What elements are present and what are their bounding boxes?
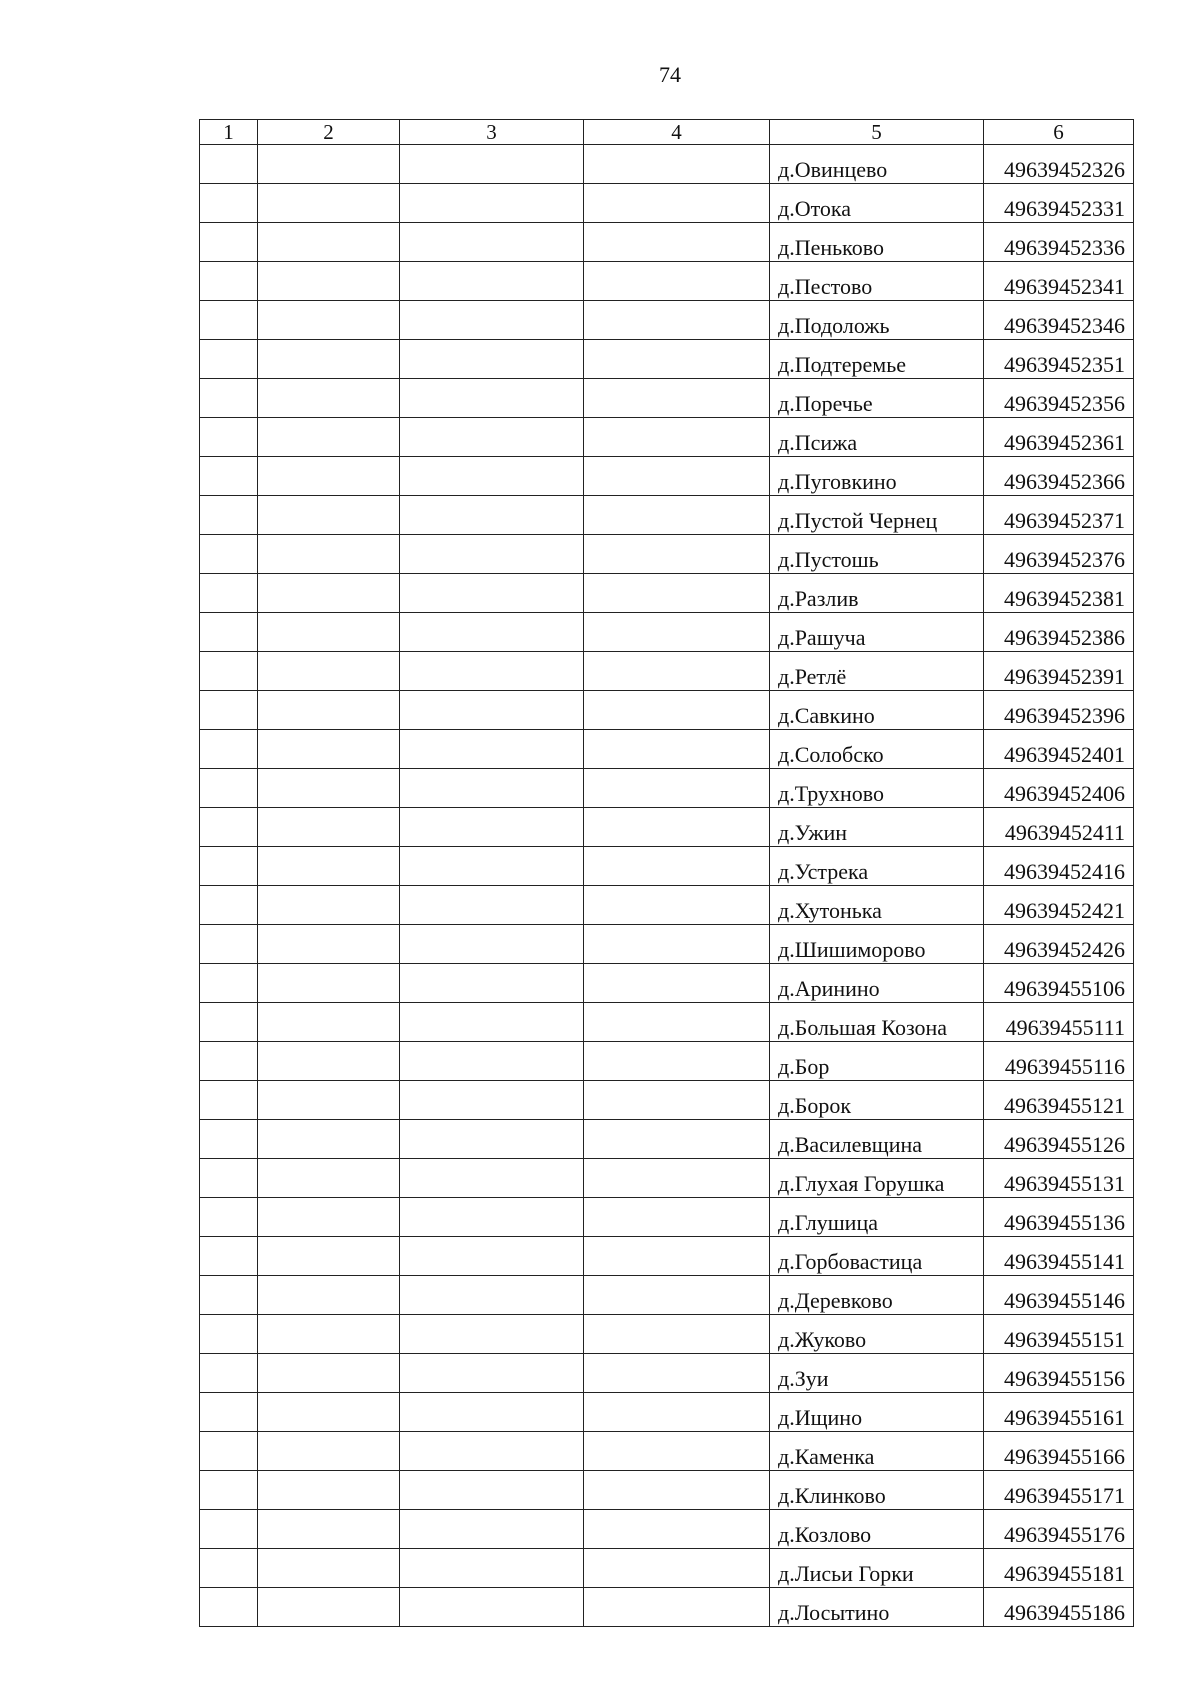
settlement-name: д.Деревково	[770, 1276, 984, 1315]
table-row	[200, 964, 1134, 1003]
table-row	[200, 1549, 1134, 1588]
empty-cell-col1	[200, 1510, 258, 1549]
table-row	[200, 1315, 1134, 1354]
oktmo-code: 49639452356	[984, 379, 1134, 418]
empty-cell-col4	[584, 691, 770, 730]
empty-cell-col2	[258, 1432, 400, 1471]
oktmo-code: 49639452336	[984, 223, 1134, 262]
oktmo-code: 49639455156	[984, 1354, 1134, 1393]
settlement-name: д.Отока	[770, 184, 984, 223]
empty-cell-col1	[200, 652, 258, 691]
empty-cell-col2	[258, 184, 400, 223]
settlement-name: д.Василевщина	[770, 1120, 984, 1159]
empty-cell-col3	[400, 184, 584, 223]
oktmo-code: 49639452416	[984, 847, 1134, 886]
empty-cell-col4	[584, 379, 770, 418]
empty-cell-col4	[584, 730, 770, 769]
table-row	[200, 574, 1134, 613]
empty-cell-col2	[258, 145, 400, 184]
empty-cell-col4	[584, 808, 770, 847]
oktmo-code: 49639452361	[984, 418, 1134, 457]
empty-cell-col3	[400, 730, 584, 769]
oktmo-code: 49639452366	[984, 457, 1134, 496]
empty-cell-col1	[200, 340, 258, 379]
empty-cell-col3	[400, 262, 584, 301]
table-row	[200, 496, 1134, 535]
settlement-name: д.Савкино	[770, 691, 984, 730]
oktmo-code: 49639455161	[984, 1393, 1134, 1432]
oktmo-code: 49639452346	[984, 301, 1134, 340]
empty-cell-col2	[258, 1003, 400, 1042]
empty-cell-col4	[584, 1393, 770, 1432]
empty-cell-col1	[200, 964, 258, 1003]
empty-cell-col4	[584, 535, 770, 574]
empty-cell-col2	[258, 847, 400, 886]
settlement-name: д.Ретлё	[770, 652, 984, 691]
empty-cell-col3	[400, 1354, 584, 1393]
empty-cell-col3	[400, 1042, 584, 1081]
oktmo-code: 49639452341	[984, 262, 1134, 301]
empty-cell-col2	[258, 769, 400, 808]
oktmo-code: 49639452411	[984, 808, 1134, 847]
oktmo-code: 49639452351	[984, 340, 1134, 379]
empty-cell-col2	[258, 1081, 400, 1120]
settlement-name: д.Подоложь	[770, 301, 984, 340]
oktmo-code: 49639455181	[984, 1549, 1134, 1588]
empty-cell-col3	[400, 1471, 584, 1510]
empty-cell-col1	[200, 925, 258, 964]
empty-cell-col2	[258, 340, 400, 379]
table-row	[200, 925, 1134, 964]
empty-cell-col2	[258, 418, 400, 457]
settlement-name: д.Солобско	[770, 730, 984, 769]
settlement-name: д.Пустошь	[770, 535, 984, 574]
table-row	[200, 1588, 1134, 1627]
column-header-3: 3	[400, 120, 584, 145]
empty-cell-col3	[400, 1237, 584, 1276]
column-header-6: 6	[984, 120, 1134, 145]
empty-cell-col4	[584, 184, 770, 223]
empty-cell-col4	[584, 652, 770, 691]
table-row	[200, 847, 1134, 886]
settlement-name: д.Горбовастица	[770, 1237, 984, 1276]
empty-cell-col3	[400, 1198, 584, 1237]
settlement-name: д.Ищино	[770, 1393, 984, 1432]
empty-cell-col1	[200, 496, 258, 535]
empty-cell-col4	[584, 964, 770, 1003]
settlement-name: д.Клинково	[770, 1471, 984, 1510]
settlement-name: д.Аринино	[770, 964, 984, 1003]
empty-cell-col2	[258, 1354, 400, 1393]
empty-cell-col1	[200, 1471, 258, 1510]
table-row	[200, 1354, 1134, 1393]
empty-cell-col4	[584, 223, 770, 262]
empty-cell-col1	[200, 418, 258, 457]
empty-cell-col1	[200, 613, 258, 652]
empty-cell-col3	[400, 1588, 584, 1627]
empty-cell-col4	[584, 496, 770, 535]
settlement-name: д.Борок	[770, 1081, 984, 1120]
empty-cell-col1	[200, 769, 258, 808]
empty-cell-col4	[584, 1315, 770, 1354]
table-row	[200, 1237, 1134, 1276]
oktmo-code: 49639452406	[984, 769, 1134, 808]
oktmo-code: 49639455116	[984, 1042, 1134, 1081]
empty-cell-col2	[258, 535, 400, 574]
empty-cell-col2	[258, 1159, 400, 1198]
oktmo-code: 49639452426	[984, 925, 1134, 964]
empty-cell-col2	[258, 691, 400, 730]
table-row	[200, 769, 1134, 808]
empty-cell-col4	[584, 1354, 770, 1393]
empty-cell-col3	[400, 1003, 584, 1042]
empty-cell-col1	[200, 457, 258, 496]
empty-cell-col1	[200, 223, 258, 262]
empty-cell-col1	[200, 145, 258, 184]
empty-cell-col3	[400, 652, 584, 691]
empty-cell-col3	[400, 145, 584, 184]
table-row	[200, 886, 1134, 925]
header-row	[200, 120, 1134, 145]
table-row	[200, 301, 1134, 340]
empty-cell-col4	[584, 1003, 770, 1042]
empty-cell-col2	[258, 886, 400, 925]
oktmo-code: 49639455186	[984, 1588, 1134, 1627]
empty-cell-col2	[258, 1393, 400, 1432]
empty-cell-col2	[258, 1276, 400, 1315]
settlement-name: д.Жуково	[770, 1315, 984, 1354]
empty-cell-col4	[584, 262, 770, 301]
empty-cell-col2	[258, 1120, 400, 1159]
empty-cell-col3	[400, 1315, 584, 1354]
empty-cell-col1	[200, 1237, 258, 1276]
empty-cell-col3	[400, 574, 584, 613]
empty-cell-col1	[200, 1120, 258, 1159]
empty-cell-col2	[258, 613, 400, 652]
empty-cell-col3	[400, 847, 584, 886]
empty-cell-col4	[584, 301, 770, 340]
empty-cell-col4	[584, 1510, 770, 1549]
empty-cell-col1	[200, 886, 258, 925]
empty-cell-col4	[584, 886, 770, 925]
settlement-name: д.Пуговкино	[770, 457, 984, 496]
empty-cell-col4	[584, 847, 770, 886]
table-row	[200, 730, 1134, 769]
column-header-4: 4	[584, 120, 770, 145]
oktmo-code: 49639455151	[984, 1315, 1134, 1354]
table-row	[200, 1198, 1134, 1237]
empty-cell-col1	[200, 1432, 258, 1471]
oktmo-code: 49639452391	[984, 652, 1134, 691]
settlement-name: д.Овинцево	[770, 145, 984, 184]
empty-cell-col1	[200, 1159, 258, 1198]
table-row	[200, 535, 1134, 574]
table-row	[200, 1432, 1134, 1471]
oktmo-code: 49639452396	[984, 691, 1134, 730]
empty-cell-col4	[584, 340, 770, 379]
empty-cell-col2	[258, 457, 400, 496]
settlement-name: д.Трухново	[770, 769, 984, 808]
empty-cell-col2	[258, 964, 400, 1003]
empty-cell-col1	[200, 1198, 258, 1237]
empty-cell-col1	[200, 1003, 258, 1042]
table-row	[200, 652, 1134, 691]
empty-cell-col4	[584, 457, 770, 496]
empty-cell-col1	[200, 535, 258, 574]
empty-cell-col3	[400, 418, 584, 457]
empty-cell-col3	[400, 886, 584, 925]
page-number: 74	[659, 62, 681, 87]
empty-cell-col4	[584, 1198, 770, 1237]
oktmo-code: 49639455136	[984, 1198, 1134, 1237]
empty-cell-col2	[258, 496, 400, 535]
empty-cell-col4	[584, 1159, 770, 1198]
empty-cell-col1	[200, 1315, 258, 1354]
empty-cell-col4	[584, 418, 770, 457]
settlement-name: д.Пестово	[770, 262, 984, 301]
empty-cell-col4	[584, 769, 770, 808]
settlement-name: д.Лосытино	[770, 1588, 984, 1627]
column-header-2: 2	[258, 120, 400, 145]
empty-cell-col3	[400, 1159, 584, 1198]
empty-cell-col3	[400, 340, 584, 379]
empty-cell-col4	[584, 1081, 770, 1120]
settlement-name: д.Зуи	[770, 1354, 984, 1393]
empty-cell-col2	[258, 223, 400, 262]
empty-cell-col4	[584, 1588, 770, 1627]
table-row	[200, 691, 1134, 730]
empty-cell-col1	[200, 1276, 258, 1315]
table-row	[200, 184, 1134, 223]
oktmo-code: 49639455141	[984, 1237, 1134, 1276]
empty-cell-col3	[400, 1432, 584, 1471]
empty-cell-col3	[400, 1510, 584, 1549]
settlement-name: д.Поречье	[770, 379, 984, 418]
empty-cell-col3	[400, 1393, 584, 1432]
empty-cell-col4	[584, 574, 770, 613]
empty-cell-col1	[200, 184, 258, 223]
empty-cell-col3	[400, 808, 584, 847]
empty-cell-col3	[400, 223, 584, 262]
empty-cell-col3	[400, 691, 584, 730]
settlement-name: д.Пустой Чернец	[770, 496, 984, 535]
empty-cell-col1	[200, 1588, 258, 1627]
oktmo-code: 49639452331	[984, 184, 1134, 223]
empty-cell-col4	[584, 145, 770, 184]
empty-cell-col3	[400, 1120, 584, 1159]
empty-cell-col3	[400, 1081, 584, 1120]
settlement-name: д.Псижа	[770, 418, 984, 457]
oktmo-code: 49639455121	[984, 1081, 1134, 1120]
empty-cell-col2	[258, 379, 400, 418]
column-header-1: 1	[200, 120, 258, 145]
settlement-name: д.Глухая Горушка	[770, 1159, 984, 1198]
settlement-name: д.Устрека	[770, 847, 984, 886]
oktmo-code: 49639452376	[984, 535, 1134, 574]
empty-cell-col3	[400, 301, 584, 340]
table-row	[200, 223, 1134, 262]
table-row	[200, 1081, 1134, 1120]
settlement-name: д.Разлив	[770, 574, 984, 613]
table-row	[200, 262, 1134, 301]
empty-cell-col2	[258, 1042, 400, 1081]
oktmo-code: 49639455171	[984, 1471, 1134, 1510]
table-row	[200, 1471, 1134, 1510]
oktmo-code: 49639455131	[984, 1159, 1134, 1198]
empty-cell-col3	[400, 769, 584, 808]
empty-cell-col2	[258, 1315, 400, 1354]
oktmo-code: 49639452381	[984, 574, 1134, 613]
empty-cell-col4	[584, 1432, 770, 1471]
empty-cell-col2	[258, 1471, 400, 1510]
empty-cell-col1	[200, 1354, 258, 1393]
empty-cell-col2	[258, 301, 400, 340]
oktmo-code: 49639452401	[984, 730, 1134, 769]
table-row	[200, 1510, 1134, 1549]
table-row	[200, 1159, 1134, 1198]
empty-cell-col2	[258, 1549, 400, 1588]
empty-cell-col4	[584, 1120, 770, 1159]
empty-cell-col2	[258, 925, 400, 964]
empty-cell-col1	[200, 301, 258, 340]
oktmo-code: 49639455166	[984, 1432, 1134, 1471]
empty-cell-col3	[400, 1549, 584, 1588]
empty-cell-col4	[584, 1549, 770, 1588]
empty-cell-col3	[400, 1276, 584, 1315]
settlement-name: д.Бор	[770, 1042, 984, 1081]
empty-cell-col2	[258, 1588, 400, 1627]
empty-cell-col2	[258, 1510, 400, 1549]
empty-cell-col1	[200, 1042, 258, 1081]
table-row	[200, 808, 1134, 847]
empty-cell-col2	[258, 262, 400, 301]
oktmo-code: 49639455176	[984, 1510, 1134, 1549]
settlement-name: д.Глушица	[770, 1198, 984, 1237]
empty-cell-col4	[584, 1237, 770, 1276]
settlement-name: д.Шишиморово	[770, 925, 984, 964]
oktmo-code: 49639455146	[984, 1276, 1134, 1315]
empty-cell-col1	[200, 1393, 258, 1432]
empty-cell-col1	[200, 691, 258, 730]
oktmo-code: 49639452371	[984, 496, 1134, 535]
empty-cell-col4	[584, 1042, 770, 1081]
empty-cell-col3	[400, 613, 584, 652]
oktmo-code: 49639452326	[984, 145, 1134, 184]
table-row	[200, 1276, 1134, 1315]
empty-cell-col2	[258, 574, 400, 613]
settlement-name: д.Рашуча	[770, 613, 984, 652]
empty-cell-col3	[400, 496, 584, 535]
settlement-name: д.Пеньково	[770, 223, 984, 262]
table-row	[200, 340, 1134, 379]
empty-cell-col3	[400, 964, 584, 1003]
table-row	[200, 1393, 1134, 1432]
oktmo-code: 49639455106	[984, 964, 1134, 1003]
empty-cell-col2	[258, 808, 400, 847]
table-row	[200, 1042, 1134, 1081]
table-row	[200, 1003, 1134, 1042]
settlement-name: д.Хутонька	[770, 886, 984, 925]
column-header-5: 5	[770, 120, 984, 145]
empty-cell-col4	[584, 1471, 770, 1510]
settlement-name: д.Подтеремье	[770, 340, 984, 379]
table-row	[200, 613, 1134, 652]
empty-cell-col1	[200, 847, 258, 886]
empty-cell-col1	[200, 1081, 258, 1120]
oktmo-code: 49639455126	[984, 1120, 1134, 1159]
settlement-name: д.Большая Козона	[770, 1003, 984, 1042]
settlement-name: д.Ужин	[770, 808, 984, 847]
empty-cell-col3	[400, 457, 584, 496]
empty-cell-col1	[200, 379, 258, 418]
settlements-table	[199, 119, 1134, 1627]
settlement-name: д.Каменка	[770, 1432, 984, 1471]
empty-cell-col1	[200, 730, 258, 769]
empty-cell-col1	[200, 1549, 258, 1588]
empty-cell-col2	[258, 1198, 400, 1237]
empty-cell-col2	[258, 1237, 400, 1276]
empty-cell-col1	[200, 574, 258, 613]
table-row	[200, 145, 1134, 184]
empty-cell-col4	[584, 925, 770, 964]
empty-cell-col4	[584, 613, 770, 652]
table-row	[200, 379, 1134, 418]
oktmo-code: 49639452421	[984, 886, 1134, 925]
empty-cell-col3	[400, 379, 584, 418]
settlement-name: д.Лисьи Горки	[770, 1549, 984, 1588]
table-row	[200, 418, 1134, 457]
settlement-name: д.Козлово	[770, 1510, 984, 1549]
oktmo-code: 49639452386	[984, 613, 1134, 652]
table-row	[200, 1120, 1134, 1159]
empty-cell-col2	[258, 652, 400, 691]
empty-cell-col3	[400, 535, 584, 574]
empty-cell-col1	[200, 808, 258, 847]
empty-cell-col2	[258, 730, 400, 769]
oktmo-code: 49639455111	[984, 1003, 1134, 1042]
empty-cell-col4	[584, 1276, 770, 1315]
empty-cell-col1	[200, 262, 258, 301]
empty-cell-col3	[400, 925, 584, 964]
table-row	[200, 457, 1134, 496]
